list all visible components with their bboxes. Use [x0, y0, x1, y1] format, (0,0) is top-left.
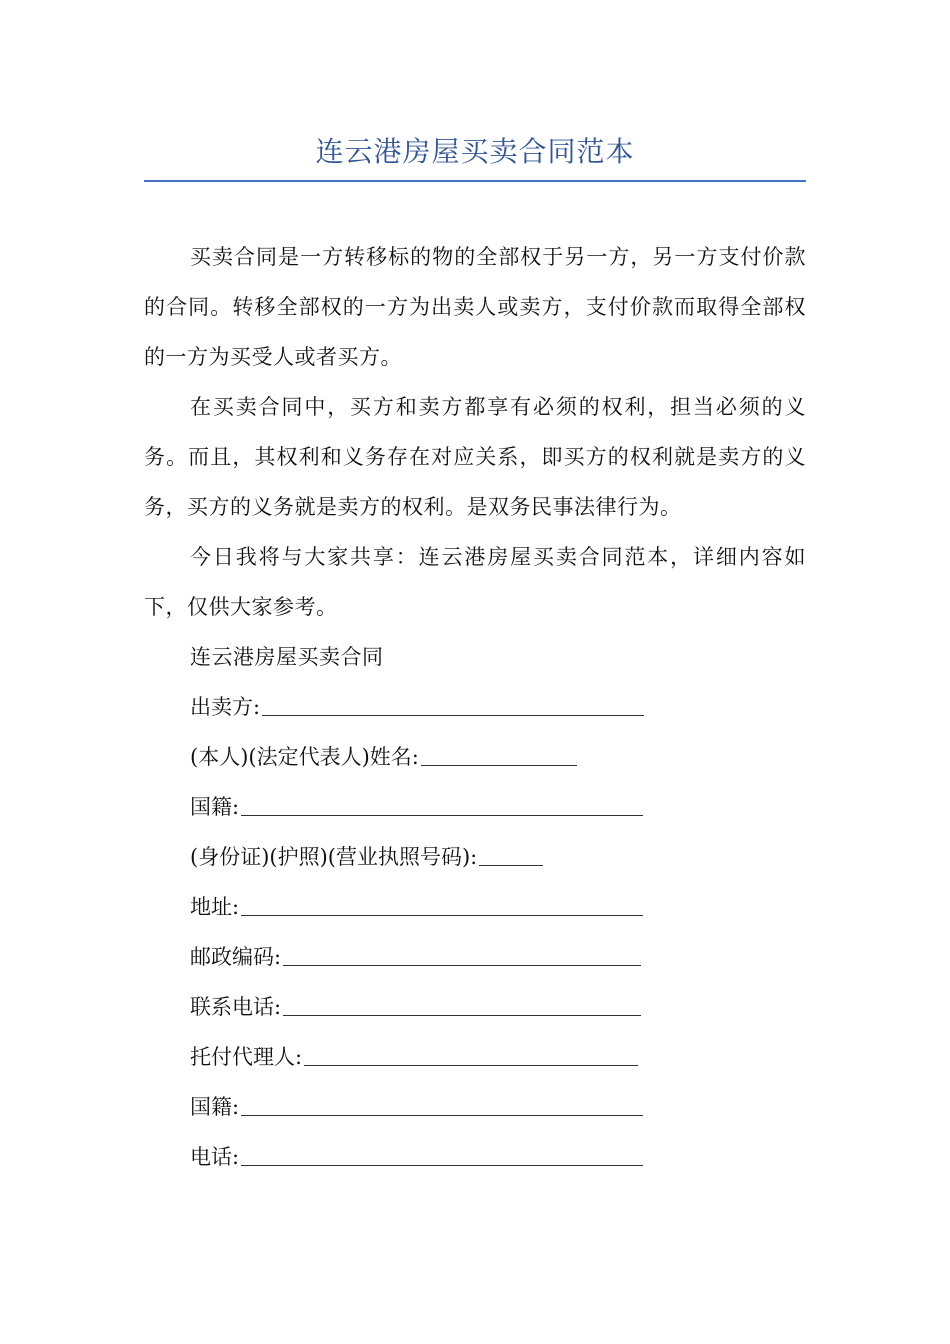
- title-underline: [144, 180, 806, 182]
- document-body: [144, 232, 806, 1182]
- fill-blank-line: [421, 764, 577, 766]
- fill-blank-line: [283, 964, 641, 966]
- form-field-agent-phone: [144, 1132, 806, 1182]
- form-field-phone: [144, 982, 806, 1032]
- form-field-agent-nationality: [144, 1082, 806, 1132]
- form-field-seller: [144, 682, 806, 732]
- fill-blank-line: [241, 1164, 643, 1166]
- field-label: 邮政编码:: [190, 945, 282, 969]
- contract-heading: 连云港房屋买卖合同: [190, 645, 384, 669]
- form-field-agent: [144, 1032, 806, 1082]
- form-field-name: [144, 732, 806, 782]
- fill-blank-line: [241, 914, 643, 916]
- fill-blank-line: [241, 1114, 643, 1116]
- form-field-postcode: [144, 932, 806, 982]
- paragraph-share: 今日我将与大家共享：连云港房屋买卖合同范本，详细内容如下，仅供大家参考。: [144, 545, 806, 619]
- paragraph-intro: 买卖合同是一方转移标的物的全部权于另一方，另一方支付价款的合同。转移全部权的一方为出卖人或卖方，支付价款而取得全部权的一方为买受人或者买方。: [144, 245, 806, 369]
- document-title: 连云港房屋买卖合同范本: [315, 135, 635, 168]
- field-label: (本人)(法定代表人)姓名:: [190, 745, 419, 769]
- fill-blank-line: [283, 1014, 641, 1016]
- field-label: 电话:: [190, 1145, 240, 1169]
- form-field-nationality: [144, 782, 806, 832]
- field-label: (身份证)(护照)(营业执照号码):: [190, 845, 478, 869]
- fill-blank-line: [479, 864, 543, 866]
- field-label: 出卖方:: [190, 695, 261, 719]
- fill-blank-line: [241, 814, 643, 816]
- form-field-id-number: [144, 832, 806, 882]
- fill-blank-line: [304, 1064, 638, 1066]
- fill-blank-line: [262, 714, 644, 716]
- field-label: 国籍:: [190, 795, 240, 819]
- field-label: 国籍:: [190, 1095, 240, 1119]
- field-label: 地址:: [190, 895, 240, 919]
- field-label: 托付代理人:: [190, 1045, 303, 1069]
- paragraph-rights: 在买卖合同中，买方和卖方都享有必须的权利，担当必须的义务。而且，其权利和义务存在对应关系，即买方的权利就是卖方的义务，买方的义务就是卖方的权利。是双务民事法律行为。: [144, 395, 806, 519]
- field-label: 联系电话:: [190, 995, 282, 1019]
- form-field-address: [144, 882, 806, 932]
